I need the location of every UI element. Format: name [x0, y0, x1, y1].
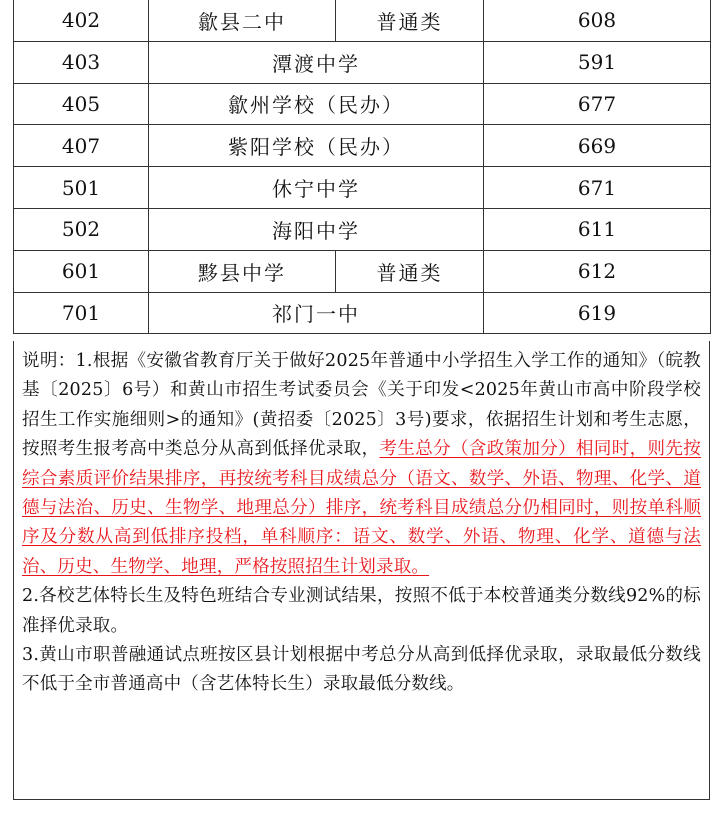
- table-row: [14, 167, 711, 209]
- score-cell: 677: [484, 83, 711, 125]
- school-code-cell: 701: [14, 292, 149, 334]
- score-cell: 611: [484, 208, 711, 250]
- note-1: [22, 347, 701, 582]
- school-code-cell: 601: [14, 250, 149, 292]
- category-cell: 普通类: [336, 0, 484, 41]
- table-row: [14, 83, 711, 125]
- note-2: 2.各校艺体特长生及特色班结合专业测试结果，按照不低于本校普通类分数线92%的标准择优录取。: [22, 586, 701, 636]
- table-row: [14, 292, 711, 334]
- school-code-cell: 502: [14, 208, 149, 250]
- school-name-cell: 歙县二中: [149, 0, 336, 41]
- table-row: [14, 0, 711, 41]
- table-row: [14, 250, 711, 292]
- table-row: [14, 125, 711, 167]
- school-name-cell: 歙州学校（民办）: [149, 83, 484, 125]
- school-code-cell: 407: [14, 125, 149, 167]
- category-cell: 普通类: [336, 250, 484, 292]
- score-cell: 612: [484, 250, 711, 292]
- school-code-cell: 403: [14, 41, 149, 83]
- school-name-cell: 祁门一中: [149, 292, 484, 334]
- school-name-cell: 海阳中学: [149, 208, 484, 250]
- school-code-cell: 405: [14, 83, 149, 125]
- admission-score-table: [13, 0, 711, 334]
- score-cell: 669: [484, 125, 711, 167]
- note-1-highlighted-text: 考生总分（含政策加分）相同时，则先按综合素质评价结果排序，再按统考科目成绩总分（语文、数学、外语、物理、化学、道德与法治、历史、生物学、地理总分）排序，统考科目成绩总分仍相同时，则按单科顺序及分数从高到低排序投档，单科顺序：语文、数学、外语、物理、化学、道德与法治、历史、生物学、地理，严格按照招生计划录取。: [22, 439, 701, 577]
- score-cell: 591: [484, 41, 711, 83]
- score-cell: 671: [484, 167, 711, 209]
- table-row: [14, 41, 711, 83]
- school-name-cell: 黟县中学: [149, 250, 336, 292]
- school-name-cell: 休宁中学: [149, 167, 484, 209]
- school-name-cell: 紫阳学校（民办）: [149, 125, 484, 167]
- note-1-text: 说明：1.根据《安徽省教育厅关于做好2025年普通中小学招生入学工作的通知》（皖教基〔2025〕6号）和黄山市招生考试委员会《关于印发<2025年黄山市高中阶段学校招生工作实施细则>的通知》(黄招委〔2025〕3号)要求，依据招生计划和考生志愿，按照考生报考高中类总分从高到低择优录取，: [22, 351, 701, 460]
- school-code-cell: 402: [14, 0, 149, 41]
- notes-box: [13, 341, 710, 800]
- table-row: [14, 208, 711, 250]
- school-code-cell: 501: [14, 167, 149, 209]
- score-cell: 608: [484, 0, 711, 41]
- school-name-cell: 潭渡中学: [149, 41, 484, 83]
- score-cell: 619: [484, 292, 711, 334]
- note-3: 3.黄山市职普融通试点班按区县计划根据中考总分从高到低择优录取，录取最低分数线不低于全市普通高中（含艺体特长生）录取最低分数线。: [22, 645, 701, 695]
